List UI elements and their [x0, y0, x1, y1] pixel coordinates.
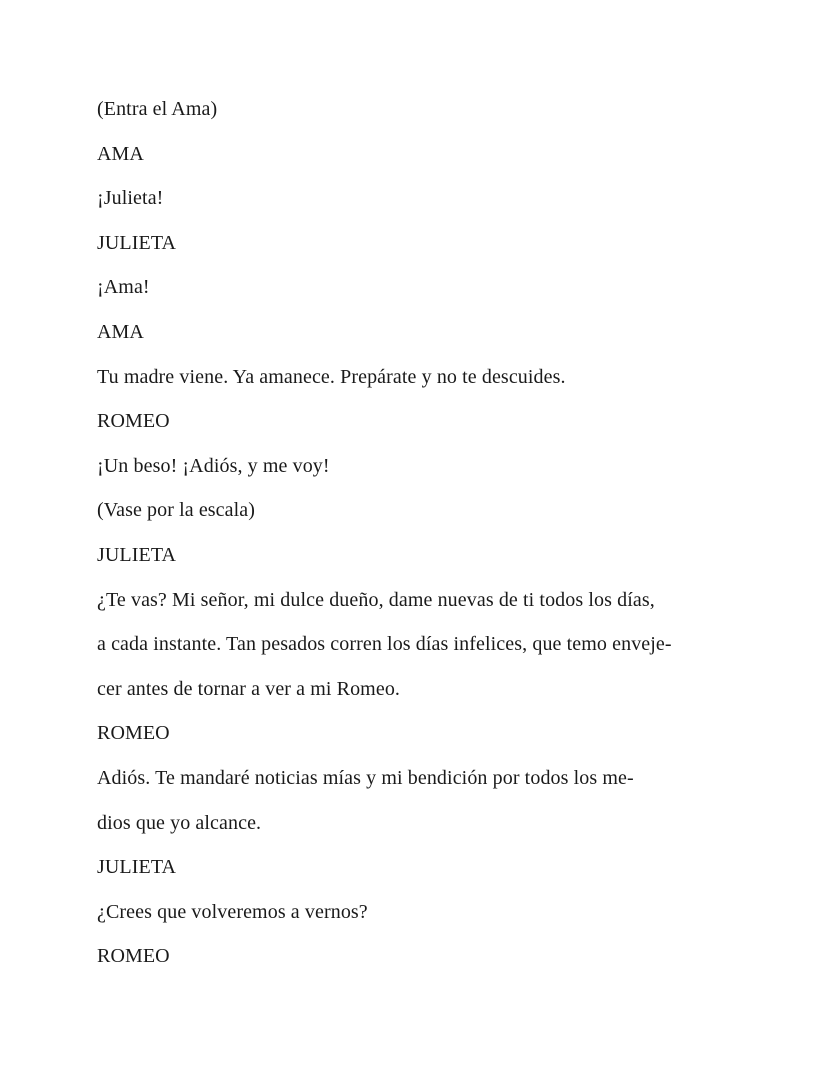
script-line-speaker: AMA — [97, 320, 144, 343]
page-text — [97, 87, 768, 979]
script-line-dialogue: a cada instante. Tan pesados corren los días infelices, que temo enveje- — [97, 633, 672, 656]
script-line-speaker: JULIETA — [97, 543, 177, 566]
script-line-stage-direction: (Vase por la escala) — [97, 499, 256, 522]
script-line-dialogue: ¡Julieta! — [97, 187, 164, 210]
script-line-dialogue: ¿Te vas? Mi señor, mi dulce dueño, dame nuevas de ti todos los días, — [97, 588, 655, 611]
script-line-dialogue: Tu madre viene. Ya amanece. Prepárate y no te descuides. — [97, 365, 566, 388]
script-line-speaker: ROMEO — [97, 722, 170, 745]
script-line-speaker: JULIETA — [97, 231, 177, 254]
script-line-dialogue: ¡Ama! — [97, 276, 150, 299]
script-line-speaker: AMA — [97, 142, 144, 165]
script-line-speaker: ROMEO — [97, 945, 170, 968]
script-line-dialogue: dios que yo alcance. — [97, 811, 262, 834]
script-line-dialogue: ¿Crees que volveremos a vernos? — [97, 900, 368, 923]
script-line-speaker: JULIETA — [97, 856, 177, 879]
script-line-speaker: ROMEO — [97, 410, 170, 433]
script-line-stage-direction: (Entra el Ama) — [97, 98, 218, 120]
script-line-dialogue: cer antes de tornar a ver a mi Romeo. — [97, 677, 401, 700]
script-line-dialogue: Adiós. Te mandaré noticias mías y mi bendición por todos los me- — [97, 766, 634, 789]
script-line-dialogue: ¡Un beso! ¡Adiós, y me voy! — [97, 454, 330, 477]
